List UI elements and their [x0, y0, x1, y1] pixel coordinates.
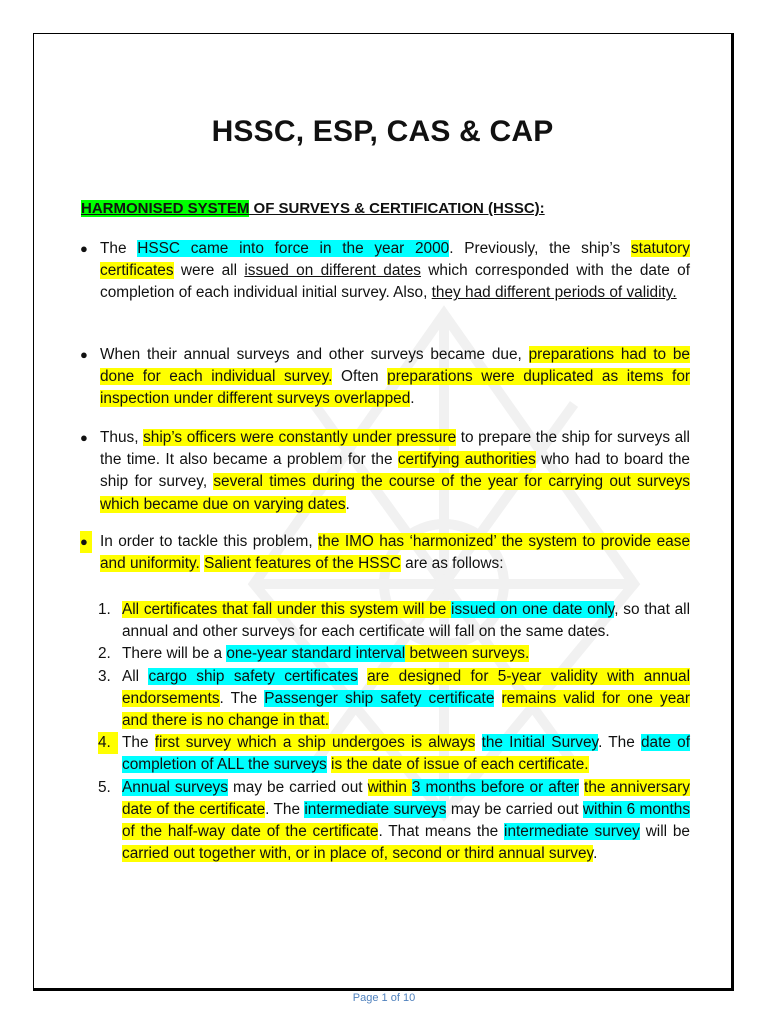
item-number: 5. [98, 778, 111, 796]
numbered-item [98, 599, 691, 643]
item-number: 3. [98, 667, 111, 685]
text-cyan: intermediate surveys [304, 800, 447, 818]
text-yellow: preparations had to be done for each individual survey. [100, 346, 690, 386]
numbered-item [98, 732, 690, 776]
text-cyan: one-year standard interval [226, 645, 406, 663]
text-yellow: of the half-way date of the certificate [122, 823, 379, 841]
bullet-item [80, 427, 690, 516]
bullet-item [80, 344, 691, 411]
section-heading-rest: OF SURVEYS & CERTIFICATION (HSSC): [249, 200, 545, 217]
text-cyan: intermediate survey [504, 823, 640, 841]
text-plain: may be carried out [227, 778, 368, 796]
text-cyan: 3 months before or after [411, 778, 580, 796]
text-yellow: within [367, 778, 412, 796]
text-yellow: ship’s officers were constantly under pressure [143, 429, 457, 446]
text-plain [475, 734, 481, 751]
numbered-item [98, 777, 691, 866]
text-cyan: the Initial Survey [481, 734, 599, 752]
numbered-item [98, 643, 690, 665]
numbered-list [98, 599, 691, 865]
item-number: 1. [98, 601, 111, 618]
text-plain [494, 690, 501, 707]
text-yellow: are designed for 5-year validity with annual endorsements [122, 667, 690, 707]
text-yellow: carried out together with, or in place of, second or third annual survey [122, 845, 594, 863]
text-cyan: within 6 months [582, 800, 691, 818]
item-number: 2. [98, 645, 111, 663]
text-plain: are as follows: [400, 555, 504, 573]
text-plain: which corresponded with the date of completion of each individual initial survey. Also, [100, 262, 690, 302]
bullet-dot-icon: ● [80, 347, 88, 362]
text-cyan: cargo ship safety certificates [148, 667, 358, 685]
text-plain: The [122, 734, 155, 752]
text-yellow: between surveys. [405, 645, 530, 663]
text-yellow: remains valid for one year and there is no change in that. [122, 689, 690, 730]
text-yellow: certifying authorities [397, 451, 536, 469]
bullet-item [80, 238, 690, 305]
text-cyan: Passenger ship safety certificate [264, 689, 495, 707]
text-yellow: All certificates that fall under this system will be [122, 601, 452, 618]
text-plain: When their annual surveys and other surveys became due, [100, 346, 529, 363]
text-plain: may be carried out [446, 800, 583, 818]
text-cyan: Annual surveys [122, 778, 228, 796]
text-plain: . [410, 390, 415, 408]
text-plain: All [122, 667, 149, 685]
text-yellow: the IMO has ‘harmonized’ the system to provide ease and uniformity. [100, 533, 690, 573]
text-plain: Thus, [100, 429, 144, 446]
text-yellow: preparations were duplicated as items for inspection under different surveys overlapped [100, 368, 691, 408]
text-cyan: issued on one date only [451, 601, 615, 618]
text-yellow: the anniversary date of the certificate [122, 778, 690, 818]
text-plain: who had to board the ship for survey, [100, 451, 690, 491]
text-plain: . Previously, the ship’s [449, 240, 631, 257]
section-heading [81, 200, 545, 217]
text-plain: There will be a [122, 645, 227, 663]
text-plain: Often [332, 368, 388, 386]
text-yellow: several times during the course of the year for carrying out surveys which became due on varying dates [100, 473, 690, 513]
bullet-dot-icon: ● [80, 531, 92, 553]
document-page [33, 33, 734, 991]
text-plain: were all [173, 262, 245, 280]
text-yellow: Salient features of the HSSC [204, 555, 401, 573]
text-yellow: is the date of issue of each certificate. [331, 756, 589, 774]
bullet-item [80, 531, 690, 575]
page-footer: Page 1 of 10 [352, 992, 416, 1004]
text-plain: . [345, 495, 350, 513]
text-ul: they had different periods of validity. [431, 284, 677, 302]
text-plain: to prepare the ship for surveys all the time. It also became a problem for the [100, 429, 690, 469]
bullet-dot-icon: ● [80, 241, 88, 256]
text-yellow: first survey which a ship undergoes is always [154, 734, 476, 752]
text-plain: , so that all annual and other surveys for each certificate will fall on the same dates. [122, 601, 691, 641]
text-cyan: date of completion of ALL the surveys [122, 734, 690, 774]
document-title: HSSC, ESP, CAS & CAP [211, 115, 554, 148]
section-heading-highlight: HARMONISED SYSTEM [81, 200, 250, 217]
text-plain: . The [219, 689, 265, 707]
text-cyan: HSSC came into force in the year 2000 [137, 240, 450, 257]
bullet-dot-icon: ● [80, 430, 88, 445]
text-plain: . That means the [378, 823, 505, 841]
text-plain [358, 668, 367, 685]
text-plain: . The [598, 734, 641, 752]
text-yellow: statutory certificates [100, 240, 690, 280]
item-number: 4. [98, 732, 118, 754]
text-plain: . The [265, 800, 305, 818]
text-ul: issued on different dates [244, 262, 421, 280]
text-plain: In order to tackle this problem, [100, 533, 319, 550]
numbered-item [98, 666, 690, 733]
text-plain: The [100, 240, 138, 257]
text-plain: . [593, 845, 598, 863]
text-plain: will be [639, 823, 690, 841]
